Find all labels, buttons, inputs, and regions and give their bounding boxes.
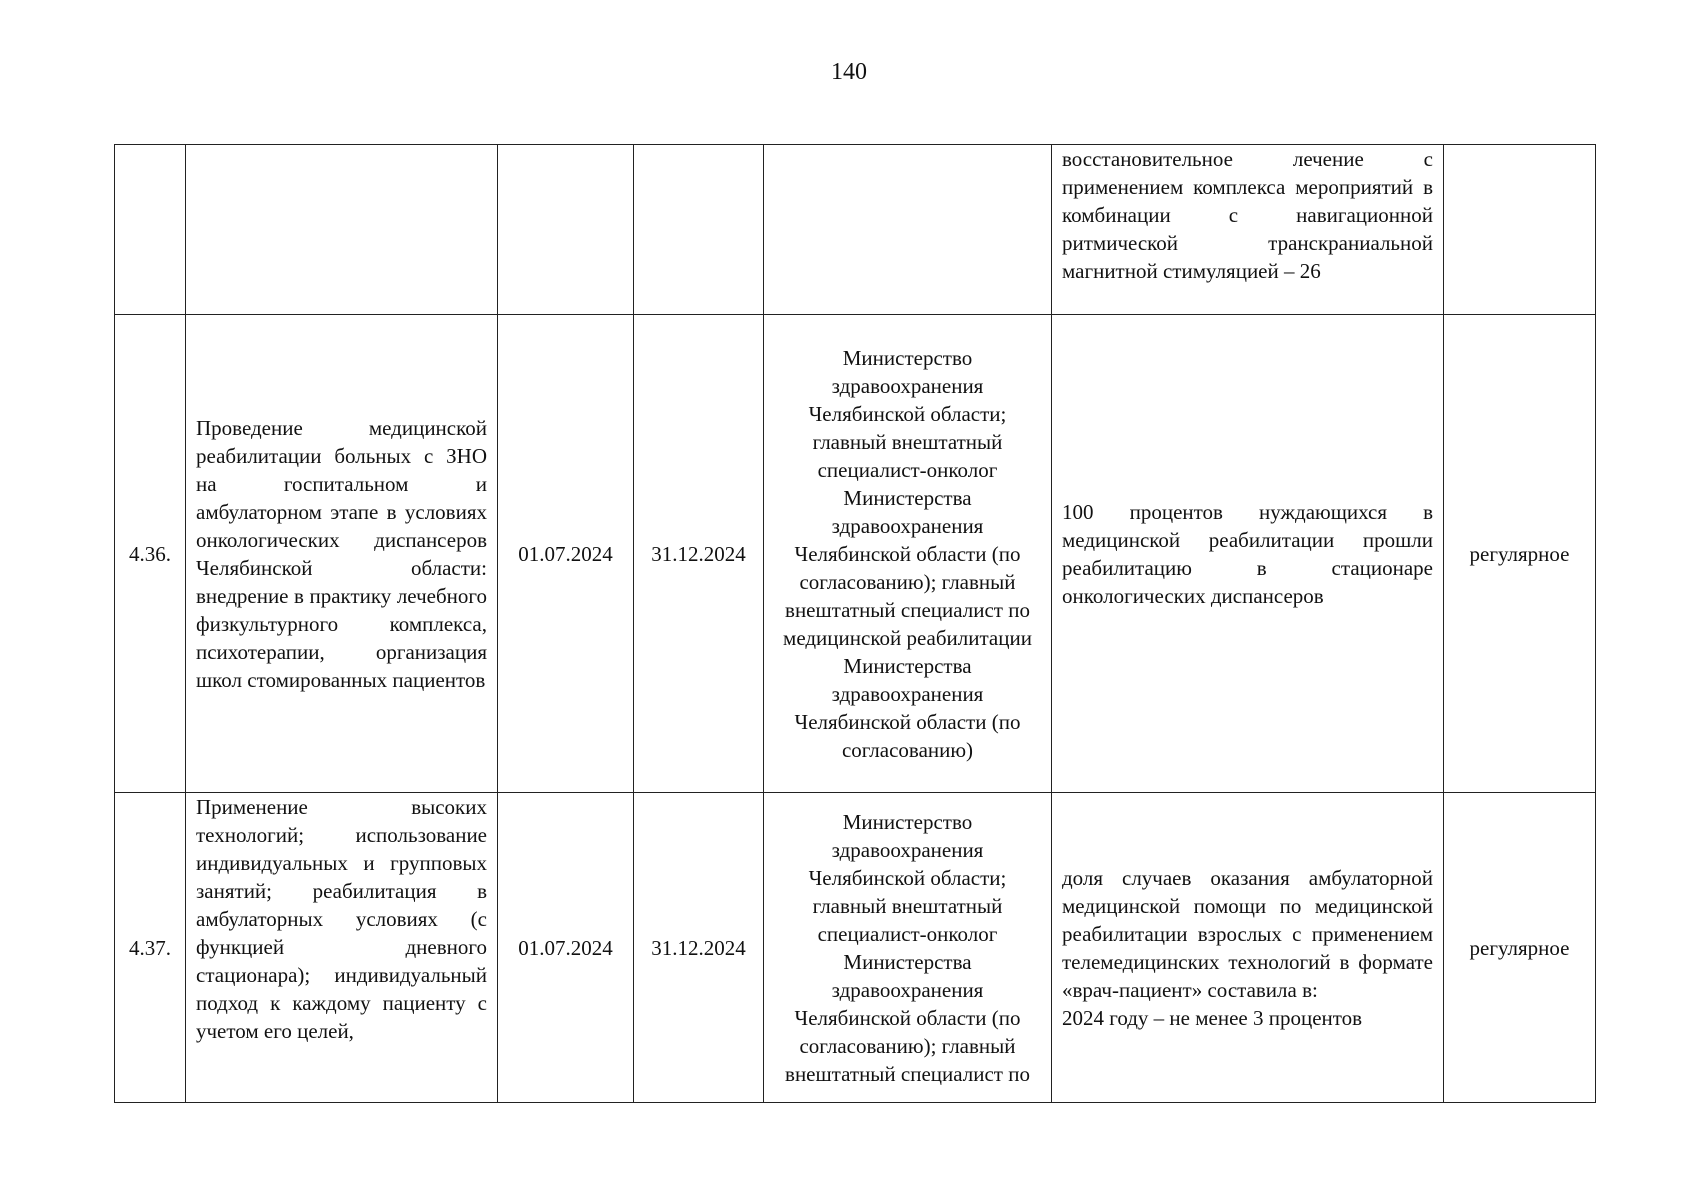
cell-periodicity [1444,145,1596,315]
cell-start-date [498,145,634,315]
cell-task: Проведение медицинской реабилитации больных с ЗНО на госпитальном и амбулаторном этапе в условиях онкологических диспансеров Челябинской области: внедрение в практику лечебного физкультурного комплекса, психотерапии, организация школ стомированных пациентов [186,315,498,793]
cell-start-date: 01.07.2024 [498,315,634,793]
cell-end-date [634,145,764,315]
table-row [115,145,1596,315]
page-number: 140 [831,59,867,85]
cell-periodicity: регулярное [1444,315,1596,793]
cell-task: Применение высоких технологий; использование индивидуальных и групповых занятий; реабилитация в амбулаторных условиях (с функцией дневного стационара); индивидуальный подход к каждому пациенту с учетом его целей, [186,793,498,1103]
table-row [115,793,1596,1103]
cell-number: 4.36. [115,315,186,793]
result-target: 2024 году – не менее 3 процентов [1062,1005,1363,1030]
cell-number: 4.37. [115,793,186,1103]
cell-result [1052,793,1444,1103]
cell-result: 100 процентов нуждающихся в медицинской реабилитации прошли реабилитацию в стационаре онкологических диспансеров [1052,315,1444,793]
measures-table [114,144,1596,1103]
cell-responsible [764,145,1052,315]
cell-periodicity: регулярное [1444,793,1596,1103]
cell-end-date: 31.12.2024 [634,315,764,793]
result-text: доля случаев оказания амбулаторной медицинской помощи по медицинской реабилитации взрослых с применением телемедицинских технологий в формате «врач-пациент» составила в: [1062,865,1433,1002]
cell-responsible: Министерство здравоохранения Челябинской области; главный внештатный специалист-онколог Министерства здравоохранения Челябинской области (по согласованию); главный внештатный специалист по [764,793,1052,1103]
cell-number [115,145,186,315]
cell-end-date: 31.12.2024 [634,793,764,1103]
table-row [115,315,1596,793]
cell-result: восстановительное лечение с применением комплекса мероприятий в комбинации с навигационной ритмической транскраниальной магнитной стимуляцией – 26 [1052,145,1444,315]
cell-responsible: Министерство здравоохранения Челябинской области; главный внештатный специалист-онколог Министерства здравоохранения Челябинской области (по согласованию); главный внештатный специалист по медицинской реабилитации Министерства здравоохранения Челябинской области (по согласованию) [764,315,1052,793]
cell-task [186,145,498,315]
cell-start-date: 01.07.2024 [498,793,634,1103]
